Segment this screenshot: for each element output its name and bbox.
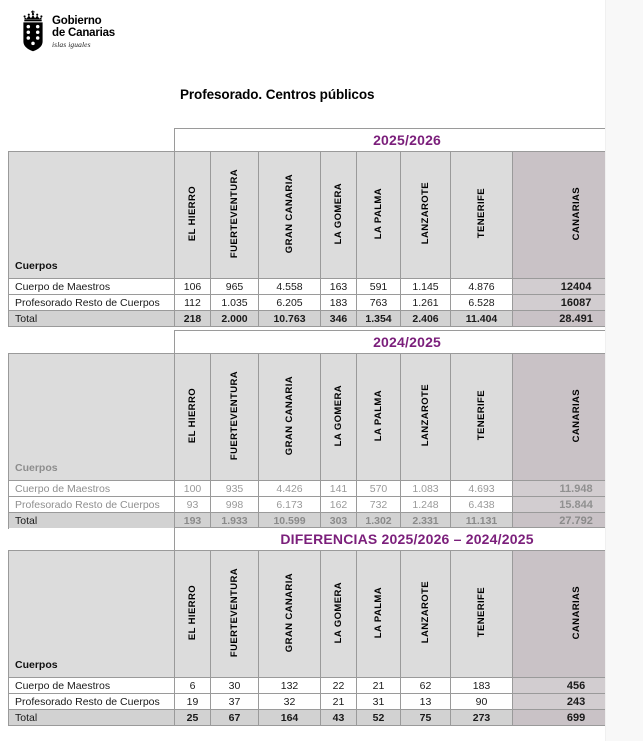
column-header-label: LANZAROTE <box>420 581 431 644</box>
cell-la-gomera: 22 <box>321 678 357 694</box>
cell-canarias: 243 <box>513 694 640 710</box>
cell-fuerteventura: 1.933 <box>211 513 259 529</box>
cell-la-gomera: 21 <box>321 694 357 710</box>
column-header-el-hierro <box>175 354 211 481</box>
table-block-tabla-2025-2026 <box>8 128 593 327</box>
cell-la-palma: 52 <box>357 710 401 726</box>
cell-tenerife: 273 <box>451 710 513 726</box>
year-banner-row <box>9 528 640 551</box>
logo-line-gobierno: Gobierno <box>52 15 102 27</box>
column-header-label: CANARIAS <box>570 186 582 241</box>
banner-spacer <box>9 528 175 551</box>
cell-canarias: 699 <box>513 710 640 726</box>
cell-la-gomera: 183 <box>321 295 357 311</box>
cell-el-hierro: 106 <box>175 279 211 295</box>
table-total-row <box>9 710 640 726</box>
column-header-la-gomera <box>321 354 357 481</box>
cell-el-hierro: 93 <box>175 497 211 513</box>
cell-la-gomera: 163 <box>321 279 357 295</box>
row-label: Total <box>9 311 175 327</box>
row-label: Profesorado Resto de Cuerpos <box>9 497 175 513</box>
cell-canarias: 12404 <box>513 279 640 295</box>
cell-lanzarote: 75 <box>401 710 451 726</box>
cell-fuerteventura: 30 <box>211 678 259 694</box>
column-header-label: TENERIFE <box>476 188 487 239</box>
table-row <box>9 279 640 295</box>
table-block-tabla-diferencias <box>8 527 586 726</box>
cell-gran-canaria: 132 <box>259 678 321 694</box>
row-label: Profesorado Resto de Cuerpos <box>9 295 175 311</box>
column-header-el-hierro <box>175 551 211 678</box>
table-row <box>9 678 640 694</box>
column-header-label: GRAN CANARIA <box>284 572 295 653</box>
column-header-label: CANARIAS <box>570 388 582 443</box>
cell-tenerife: 4.693 <box>451 481 513 497</box>
cell-la-palma: 763 <box>357 295 401 311</box>
cell-la-gomera: 162 <box>321 497 357 513</box>
cell-gran-canaria: 6.205 <box>259 295 321 311</box>
column-header-cuerpos: Cuerpos <box>9 551 175 678</box>
column-header-la-palma <box>357 551 401 678</box>
column-header-la-palma <box>357 152 401 279</box>
cell-fuerteventura: 37 <box>211 694 259 710</box>
banner-spacer <box>9 129 175 152</box>
cell-lanzarote: 1.248 <box>401 497 451 513</box>
coat-of-arms-icon <box>20 10 46 52</box>
row-label: Cuerpo de Maestros <box>9 678 175 694</box>
column-header-fuerteventura <box>211 551 259 678</box>
column-header-la-palma <box>357 354 401 481</box>
table-row <box>9 295 640 311</box>
cell-canarias: 456 <box>513 678 640 694</box>
cell-gran-canaria: 164 <box>259 710 321 726</box>
cell-canarias: 28.491 <box>513 311 640 327</box>
cell-la-palma: 1.302 <box>357 513 401 529</box>
cell-lanzarote: 1.261 <box>401 295 451 311</box>
table-block-tabla-2024-2025 <box>8 330 593 529</box>
column-header-la-gomera <box>321 551 357 678</box>
row-label: Total <box>9 710 175 726</box>
cell-la-palma: 1.354 <box>357 311 401 327</box>
column-header-lanzarote <box>401 354 451 481</box>
column-header-la-gomera <box>321 152 357 279</box>
column-header-label: LANZAROTE <box>420 182 431 245</box>
column-header-label: LA PALMA <box>373 187 384 240</box>
column-header-label: CANARIAS <box>570 585 582 640</box>
cell-la-gomera: 303 <box>321 513 357 529</box>
cell-el-hierro: 100 <box>175 481 211 497</box>
cell-lanzarote: 62 <box>401 678 451 694</box>
banner-spacer <box>9 331 175 354</box>
table-row <box>9 694 640 710</box>
column-header-label: EL HIERRO <box>187 584 198 641</box>
cell-tenerife: 4.876 <box>451 279 513 295</box>
cell-gran-canaria: 10.763 <box>259 311 321 327</box>
row-label: Cuerpo de Maestros <box>9 279 175 295</box>
cell-canarias: 27.792 <box>513 513 640 529</box>
column-header-row <box>9 152 640 279</box>
column-header-label: TENERIFE <box>476 587 487 638</box>
page-title: Profesorado. Centros públicos <box>180 87 375 102</box>
cell-el-hierro: 25 <box>175 710 211 726</box>
row-label: Total <box>9 513 175 529</box>
column-header-label: LA PALMA <box>373 586 384 639</box>
cell-la-gomera: 141 <box>321 481 357 497</box>
column-header-label: EL HIERRO <box>187 185 198 242</box>
column-header-fuerteventura <box>211 354 259 481</box>
cell-lanzarote: 2.331 <box>401 513 451 529</box>
cell-el-hierro: 193 <box>175 513 211 529</box>
cell-tenerife: 11.404 <box>451 311 513 327</box>
column-header-label: TENERIFE <box>476 390 487 441</box>
cell-gran-canaria: 4.558 <box>259 279 321 295</box>
column-header-label: FUERTEVENTURA <box>229 567 240 658</box>
column-header-lanzarote <box>401 152 451 279</box>
row-label: Profesorado Resto de Cuerpos <box>9 694 175 710</box>
table-row <box>9 481 640 497</box>
cell-la-gomera: 43 <box>321 710 357 726</box>
row-label: Cuerpo de Maestros <box>9 481 175 497</box>
column-header-label: EL HIERRO <box>187 387 198 444</box>
column-header-gran-canaria <box>259 152 321 279</box>
cell-tenerife: 6.528 <box>451 295 513 311</box>
page-right-margin <box>605 0 643 741</box>
period-banner: DIFERENCIAS 2025/2026 – 2024/2025 <box>175 528 640 551</box>
logo-line-de-canarias: de Canarias <box>52 26 115 39</box>
cell-la-palma: 31 <box>357 694 401 710</box>
cell-tenerife: 6.438 <box>451 497 513 513</box>
column-header-label: LANZAROTE <box>420 384 431 447</box>
cell-fuerteventura: 2.000 <box>211 311 259 327</box>
cell-gran-canaria: 4.426 <box>259 481 321 497</box>
cell-lanzarote: 2.406 <box>401 311 451 327</box>
cell-gran-canaria: 32 <box>259 694 321 710</box>
column-header-label: LA GOMERA <box>333 581 344 644</box>
column-header-label: GRAN CANARIA <box>284 173 295 254</box>
table-total-row <box>9 311 640 327</box>
year-banner-row <box>9 331 640 354</box>
cell-el-hierro: 112 <box>175 295 211 311</box>
column-header-label: LA PALMA <box>373 389 384 442</box>
cell-el-hierro: 19 <box>175 694 211 710</box>
column-header-label: FUERTEVENTURA <box>229 370 240 461</box>
cell-fuerteventura: 965 <box>211 279 259 295</box>
column-header-row <box>9 354 640 481</box>
column-header-tenerife <box>451 551 513 678</box>
column-header-cuerpos: Cuerpos <box>9 152 175 279</box>
cell-fuerteventura: 935 <box>211 481 259 497</box>
cell-la-palma: 21 <box>357 678 401 694</box>
cell-fuerteventura: 998 <box>211 497 259 513</box>
column-header-label: GRAN CANARIA <box>284 375 295 456</box>
column-header-cuerpos: Cuerpos <box>9 354 175 481</box>
cell-gran-canaria: 10.599 <box>259 513 321 529</box>
column-header-fuerteventura <box>211 152 259 279</box>
column-header-gran-canaria <box>259 551 321 678</box>
data-table-tabla-2025-2026 <box>8 128 640 327</box>
column-header-gran-canaria <box>259 354 321 481</box>
column-header-label: LA GOMERA <box>333 182 344 245</box>
cell-canarias: 15.844 <box>513 497 640 513</box>
gobierno-de-canarias-logo <box>20 10 115 52</box>
cell-fuerteventura: 67 <box>211 710 259 726</box>
year-banner-row <box>9 129 640 152</box>
table-row <box>9 497 640 513</box>
column-header-row <box>9 551 640 678</box>
data-table-tabla-diferencias <box>8 527 640 726</box>
cell-tenerife: 183 <box>451 678 513 694</box>
cell-la-palma: 570 <box>357 481 401 497</box>
column-header-el-hierro <box>175 152 211 279</box>
logo-tagline: islas iguales <box>52 40 91 50</box>
column-header-label: FUERTEVENTURA <box>229 168 240 259</box>
cell-gran-canaria: 6.173 <box>259 497 321 513</box>
cell-lanzarote: 1.083 <box>401 481 451 497</box>
column-header-tenerife <box>451 152 513 279</box>
period-banner: 2025/2026 <box>175 129 640 152</box>
data-table-tabla-2024-2025 <box>8 330 640 529</box>
cell-fuerteventura: 1.035 <box>211 295 259 311</box>
cell-la-palma: 732 <box>357 497 401 513</box>
cell-la-palma: 591 <box>357 279 401 295</box>
column-header-lanzarote <box>401 551 451 678</box>
column-header-tenerife <box>451 354 513 481</box>
cell-tenerife: 11.131 <box>451 513 513 529</box>
column-header-label: LA GOMERA <box>333 384 344 447</box>
cell-canarias: 16087 <box>513 295 640 311</box>
cell-lanzarote: 1.145 <box>401 279 451 295</box>
cell-el-hierro: 6 <box>175 678 211 694</box>
cell-canarias: 11.948 <box>513 481 640 497</box>
cell-tenerife: 90 <box>451 694 513 710</box>
period-banner: 2024/2025 <box>175 331 640 354</box>
cell-la-gomera: 346 <box>321 311 357 327</box>
cell-el-hierro: 218 <box>175 311 211 327</box>
cell-lanzarote: 13 <box>401 694 451 710</box>
